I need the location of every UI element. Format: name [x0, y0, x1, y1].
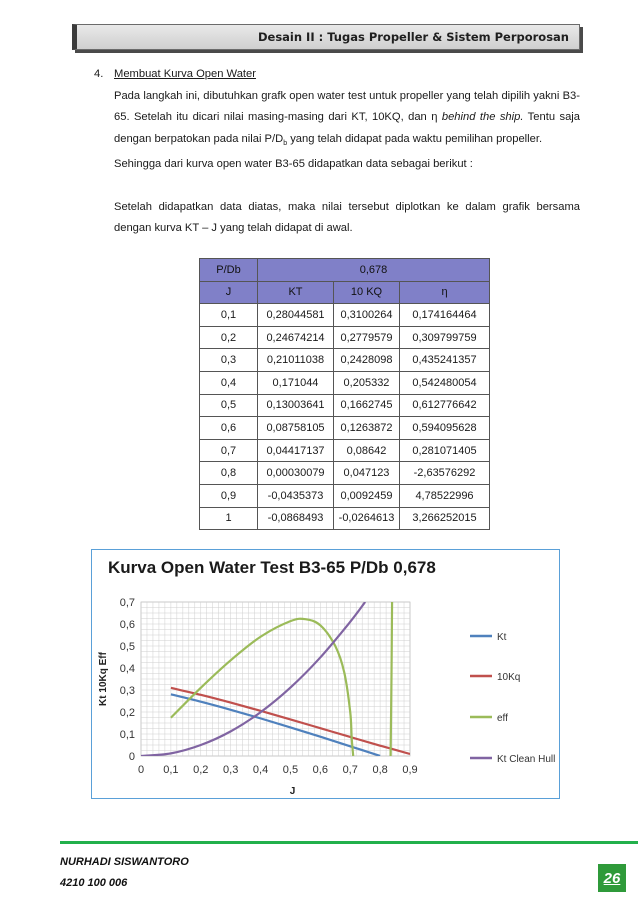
table-cell: 0,04417137 — [258, 439, 334, 462]
table-cell: 0,1263872 — [334, 417, 400, 440]
table-header-cell: η — [400, 281, 490, 304]
table-row — [200, 417, 490, 440]
table-cell: 0,1662745 — [334, 394, 400, 417]
legend-label: 10Kq — [497, 672, 521, 683]
table-cell: 0,3100264 — [334, 304, 400, 327]
paragraph-intro-subscript: b — [283, 139, 288, 147]
page-number: 26 — [598, 864, 626, 892]
table-cell: 4,78522996 — [400, 484, 490, 507]
x-tick-label: 0,2 — [193, 764, 209, 776]
x-tick-label: 0,8 — [372, 764, 388, 776]
table-cell: 0,435241357 — [400, 349, 490, 372]
table-pd-row — [200, 259, 490, 282]
x-tick-label: 0,5 — [282, 764, 299, 776]
table-cell: 0,0092459 — [334, 484, 400, 507]
table-cell: -0,0868493 — [258, 507, 334, 530]
table-cell: 0,171044 — [258, 371, 334, 394]
open-water-chart — [91, 549, 560, 799]
x-tick-label: 0,9 — [402, 764, 418, 776]
table-pd-label: P/Db — [200, 259, 258, 282]
y-tick-label: 0,3 — [119, 685, 135, 697]
table-cell: 0,9 — [200, 484, 258, 507]
x-tick-label: 0,4 — [252, 764, 269, 776]
footer-divider — [60, 841, 638, 844]
table-cell: -0,0435373 — [258, 484, 334, 507]
table-row — [200, 326, 490, 349]
table-cell: 3,266252015 — [400, 507, 490, 530]
paragraph-intro-italic: behind the ship. — [441, 111, 524, 123]
y-tick-label: 0,2 — [119, 707, 135, 719]
author-name: NURHADI SISWANTORO — [60, 856, 189, 868]
table-row — [200, 394, 490, 417]
paragraph-intro-text2: Tentu saja dengan berpatokan pada nilai P/D — [114, 111, 580, 145]
table-cell: 0,08642 — [334, 439, 400, 462]
table-cell: 0,5 — [200, 394, 258, 417]
section-title: Membuat Kurva Open Water — [114, 68, 256, 80]
table-cell: 0,00030079 — [258, 462, 334, 485]
x-tick-label: 0 — [137, 764, 145, 776]
table-cell: 0,2779579 — [334, 326, 400, 349]
table-header-cell: KT — [258, 281, 334, 304]
table-cell: 0,1 — [200, 304, 258, 327]
table-row — [200, 462, 490, 485]
table-row — [200, 349, 490, 372]
table-pd-value: 0,678 — [258, 259, 490, 282]
table-cell: 0,542480054 — [400, 371, 490, 394]
paragraph-intro-text1: Pada langkah ini, dibutuhkan grafk open water test untuk propeller yang telah dipilih yakni B3-65. Setelah itu dicari nilai masing-masing dari KT, 10KQ, dan η — [114, 89, 580, 123]
chart-canvas — [92, 550, 561, 800]
table-header-cell: 10 KQ — [334, 281, 400, 304]
table-row — [200, 439, 490, 462]
y-tick-label: 0,1 — [119, 729, 135, 741]
x-tick-label: 0,7 — [342, 764, 358, 776]
table-cell: 0,594095628 — [400, 417, 490, 440]
table-cell: 0,08758105 — [258, 417, 334, 440]
table-header-row — [200, 281, 490, 304]
legend-label: Kt — [497, 632, 507, 643]
table-header-cell: J — [200, 281, 258, 304]
table-row — [200, 371, 490, 394]
y-tick-label: 0,6 — [119, 619, 135, 631]
table-cell: 0,281071405 — [400, 439, 490, 462]
table-cell: 0,24674214 — [258, 326, 334, 349]
table-row — [200, 304, 490, 327]
x-tick-label: 0,1 — [163, 764, 179, 776]
x-tick-label: 0,6 — [312, 764, 328, 776]
x-tick-label: 0,3 — [223, 764, 239, 776]
y-tick-label: 0,7 — [119, 597, 135, 609]
table-cell: 1 — [200, 507, 258, 530]
x-axis-label: J — [289, 786, 296, 797]
table-cell: 0,309799759 — [400, 326, 490, 349]
y-tick-label: 0,5 — [119, 641, 135, 653]
table-cell: 0,13003641 — [258, 394, 334, 417]
section-content — [94, 64, 580, 240]
table-cell: 0,7 — [200, 439, 258, 462]
table-cell: 0,6 — [200, 417, 258, 440]
table-cell: 0,2428098 — [334, 349, 400, 372]
table-cell: 0,21011038 — [258, 349, 334, 372]
header-bar — [72, 24, 580, 50]
table-cell: -0,0264613 — [334, 507, 400, 530]
header-title: Desain II : Tugas Propeller & Sistem Perporosan — [257, 30, 569, 44]
table-cell: 0,8 — [200, 462, 258, 485]
chart-title: Kurva Open Water Test B3-65 P/Db 0,678 — [108, 558, 436, 577]
paragraph-data: Sehingga dari kurva open water B3-65 didapatkan data sebagai berikut : — [114, 158, 473, 171]
table-row — [200, 484, 490, 507]
table-cell: 0,047123 — [334, 462, 400, 485]
paragraph-plot: Setelah didapatkan data diatas, maka nilai tersebut diplotkan ke dalam grafik bersama dengan kurva KT – J yang telah didapat di awal. — [114, 200, 580, 235]
legend-label: eff — [497, 713, 508, 724]
table-cell: 0,612776642 — [400, 394, 490, 417]
table-cell: 0,4 — [200, 371, 258, 394]
author-id: 4210 100 006 — [60, 877, 128, 889]
section-heading — [94, 64, 580, 86]
table-cell: 0,205332 — [334, 371, 400, 394]
paragraph-intro — [114, 86, 580, 155]
paragraph-intro-text3: yang telah didapat pada waktu pemilihan propeller. — [287, 132, 543, 145]
y-tick-label: 0 — [128, 751, 135, 763]
table-cell: -2,63576292 — [400, 462, 490, 485]
open-water-table — [199, 258, 490, 530]
table-cell: 0,174164464 — [400, 304, 490, 327]
table-cell: 0,28044581 — [258, 304, 334, 327]
legend-label: Kt Clean Hull — [497, 754, 556, 765]
table-row — [200, 507, 490, 530]
y-axis-label: Kt 10Kq Eff — [98, 652, 109, 706]
table-cell: 0,3 — [200, 349, 258, 372]
y-tick-label: 0,4 — [119, 663, 135, 675]
table-cell: 0,2 — [200, 326, 258, 349]
section-number: 4. — [94, 68, 104, 80]
